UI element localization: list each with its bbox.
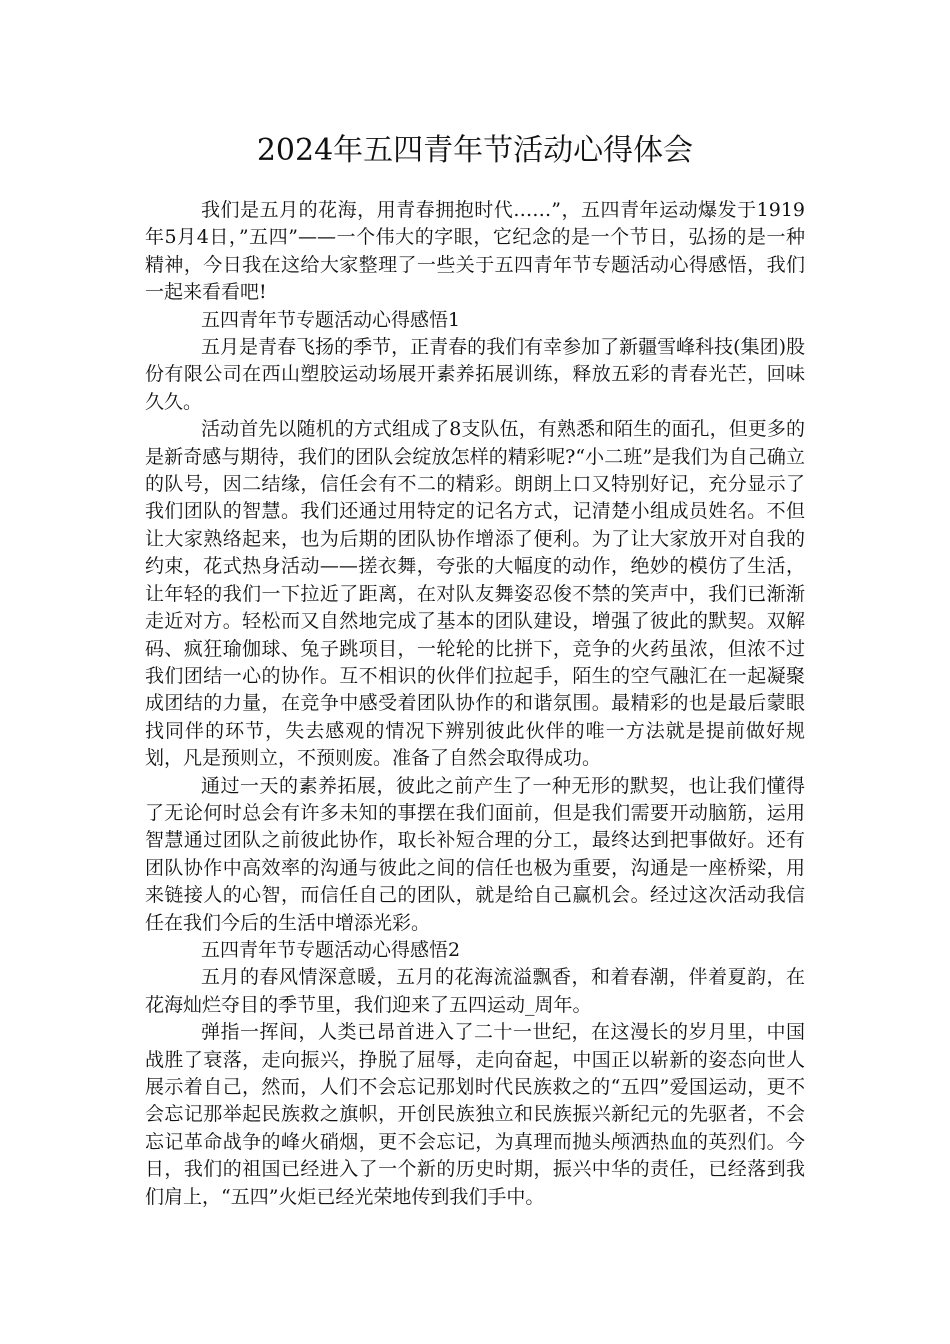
section-heading-2: 五四青年节专题活动心得感悟2 <box>201 938 461 961</box>
body-paragraph: 活动首先以随机的方式组成了8支队伍，有熟悉和陌生的面孔，但更多的是新奇感与期待，我们的团队会绽放怎样的精彩呢?“小二班”是我们为自己确立的队号，因二结缘，信任会有不二的精彩。朗朗上口又特别好记，充分显示了我们团队的智慧。我们还通过用特定的记名方式，记清楚小组成员姓名。不但让大家熟络起来，也为后期的团队协作增添了便利。为了让大家放开对自我的约束，花式热身活动——搓衣舞，夸张的大幅度的动作，绝妙的模仿了生活，让年轻的我们一下拉近了距离，在对队友舞姿忍俊不禁的笑声中，我们已渐渐走近对方。轻松而又自然地完成了基本的团队建设，增强了彼此的默契。双解码、疯狂瑜伽球、兔子跳项目，一轮轮的比拼下，竞争的火药虽浓，但浓不过我们团结一心的协作。互不相识的伙伴们拉起手，陌生的空气融汇在一起凝聚成团结的力量，在竞争中感受着团队协作的和谐氛围。最精彩的也是最后蒙眼找同伴的环节，失去感观的情况下辨别彼此伙伴的唯一方法就是提前做好规划，凡是预则立，不预则废。准备了自然会取得成功。 <box>145 418 805 770</box>
document-title: 2024年五四青年节活动心得体会 <box>256 133 694 168</box>
body-paragraph: 通过一天的素养拓展，彼此之前产生了一种无形的默契，也让我们懂得了无论何时总会有许多未知的事摆在我们面前，但是我们需要开动脑筋，运用智慧通过团队之前彼此协作，取长补短合理的分工，最终达到把事做好。还有团队协作中高效率的沟通与彼此之间的信任也极为重要，沟通是一座桥梁，用来链接人的心智，而信任自己的团队，就是给自己赢机会。经过这次活动我信任在我们今后的生活中增添光彩。 <box>145 774 805 934</box>
intro-paragraph: 我们是五月的花海，用青春拥抱时代……”，五四青年运动爆发于1919年5月4日，”五四”——一个伟大的字眼，它纪念的是一个节日，弘扬的是一种精神，今日我在这给大家整理了一些关于五四青年节专题活动心得感悟，我们一起来看看吧! <box>145 199 805 304</box>
body-paragraph: 五月是青春飞扬的季节，正青春的我们有幸参加了新疆雪峰科技(集团)股份有限公司在西山塑胶运动场展开素养拓展训练，释放五彩的青春光芒，回味久久。 <box>145 336 805 413</box>
section-heading-1: 五四青年节专题活动心得感悟1 <box>201 308 461 331</box>
body-paragraph: 弹指一挥间，人类已昂首进入了二十一世纪，在这漫长的岁月里，中国战胜了衰落，走向振兴，挣脱了屈辱，走向奋起，中国正以崭新的姿态向世人展示着自己，然而，人们不会忘记那划时代民族救之的“五四”爱国运动，更不会忘记那举起民族救之旗帜，开创民族独立和民族振兴新纪元的先驱者，不会忘记革命战争的峰火硝烟，更不会忘记，为真理而抛头颅洒热血的英烈们。今日，我们的祖国已经进入了一个新的历史时期，振兴中华的责任，已经落到我们肩上，“五四”火炬已经光荣地传到我们手中。 <box>145 1021 805 1208</box>
document-body <box>145 197 805 1211</box>
document-page <box>145 128 805 1211</box>
body-paragraph: 五月的春风情深意暖，五月的花海流溢飘香，和着春潮，伴着夏韵，在花海灿烂夺目的季节里，我们迎来了五四运动_周年。 <box>145 966 805 1016</box>
